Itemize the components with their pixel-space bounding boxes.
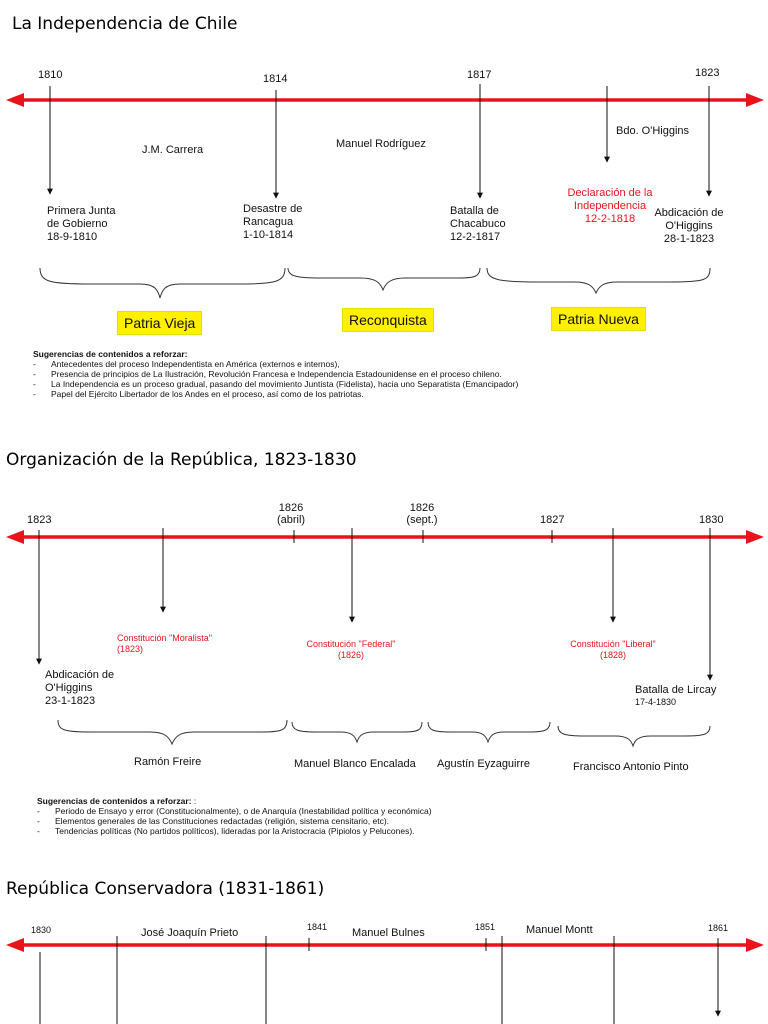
const-liberal: Constitución "Liberal" (1828) [570,639,656,660]
section1-title: La Independencia de Chile [12,14,238,34]
section3-title: República Conservadora (1831-1861) [6,879,325,899]
year3-1851: 1851 [475,922,496,932]
event-declaracion: Declaración de la Independencia 12-2-1818 [567,187,653,225]
year2-1826-sept: 1826 (sept.) [406,502,438,526]
event-abdicacion: Abdicación de O'Higgins 28-1-1823 [654,207,724,245]
year2-1823: 1823 [27,514,52,526]
event-primera-junta: Primera Junta de Gobierno 18-9-1810 [47,205,116,243]
event-rancagua: Desastre de Rancagua 1-10-1814 [243,203,303,241]
year-1817: 1817 [467,69,492,81]
person2-freire: Ramón Freire [134,756,202,768]
year-1810: 1810 [38,69,63,81]
period-patria-nueva: Patria Nueva [551,307,646,331]
timeline-3 [6,936,764,1024]
person2-blanco: Manuel Blanco Encalada [294,758,416,770]
event2-abdicacion: Abdicación de O'Higgins 23-1-1823 [45,669,115,707]
suggestions-1: Sugerencias de contenidos a reforzar: - Antecedentes del proceso Independentista en América (externos e internos), - Presencia de principios de La Ilustración, Revolución Francesa e Independencia Estadounidense en el proceso chileno. - La Independencia es un proceso gradual, pasando del movimiento Juntista (Fidelista), hacia uno Separatista (Emancipador) - Papel del Ejército Libertador de los Andes en el proceso, así como de los patriotas. [33,349,519,399]
period-reconquista: Reconquista [342,308,434,332]
section2-title: Organización de la República, 1823-1830 [6,450,357,470]
person3-bulnes: Manuel Bulnes [352,927,425,939]
year3-1841: 1841 [307,922,328,932]
person-rodriguez: Manuel Rodríguez [336,138,426,150]
person-ohiggins: Bdo. O'Higgins [616,125,690,137]
year-1823: 1823 [695,67,720,79]
person2-pinto: Francisco Antonio Pinto [573,761,689,773]
year3-1830: 1830 [31,925,52,935]
person2-eyzaguirre: Agustín Eyzaguirre [437,758,530,770]
year2-1827: 1827 [540,514,565,526]
year3-1861: 1861 [708,923,729,933]
year2-1830: 1830 [699,514,724,526]
year2-1826-abril: 1826 (abril) [276,502,306,526]
event-chacabuco: Batalla de Chacabuco 12-2-1817 [450,205,506,243]
event2-lircay: Batalla de Lircay 17-4-1830 [635,684,717,707]
period-patria-vieja: Patria Vieja [117,311,202,335]
const-moralista: Constitución "Moralista" (1823) [117,633,212,654]
person3-montt: Manuel Montt [526,924,593,936]
const-federal: Constitución "Federal" (1826) [306,639,396,660]
person-carrera: J.M. Carrera [142,144,204,156]
year-1814: 1814 [263,73,288,85]
suggestions-2: Sugerencias de contenidos a reforzar: : - Periodo de Ensayo y error (Constitucionalmente), o de Anarquía (Inestabilidad política y económica) - Elementos generales de las Constituciones redactadas (religión, sistema censitario, etc). - Tendencias políticas (No partidos políticos), lideradas por la Aristocracia (Pipiolos y Pelucones). [37,796,432,836]
person3-prieto: José Joaquín Prieto [141,927,239,939]
